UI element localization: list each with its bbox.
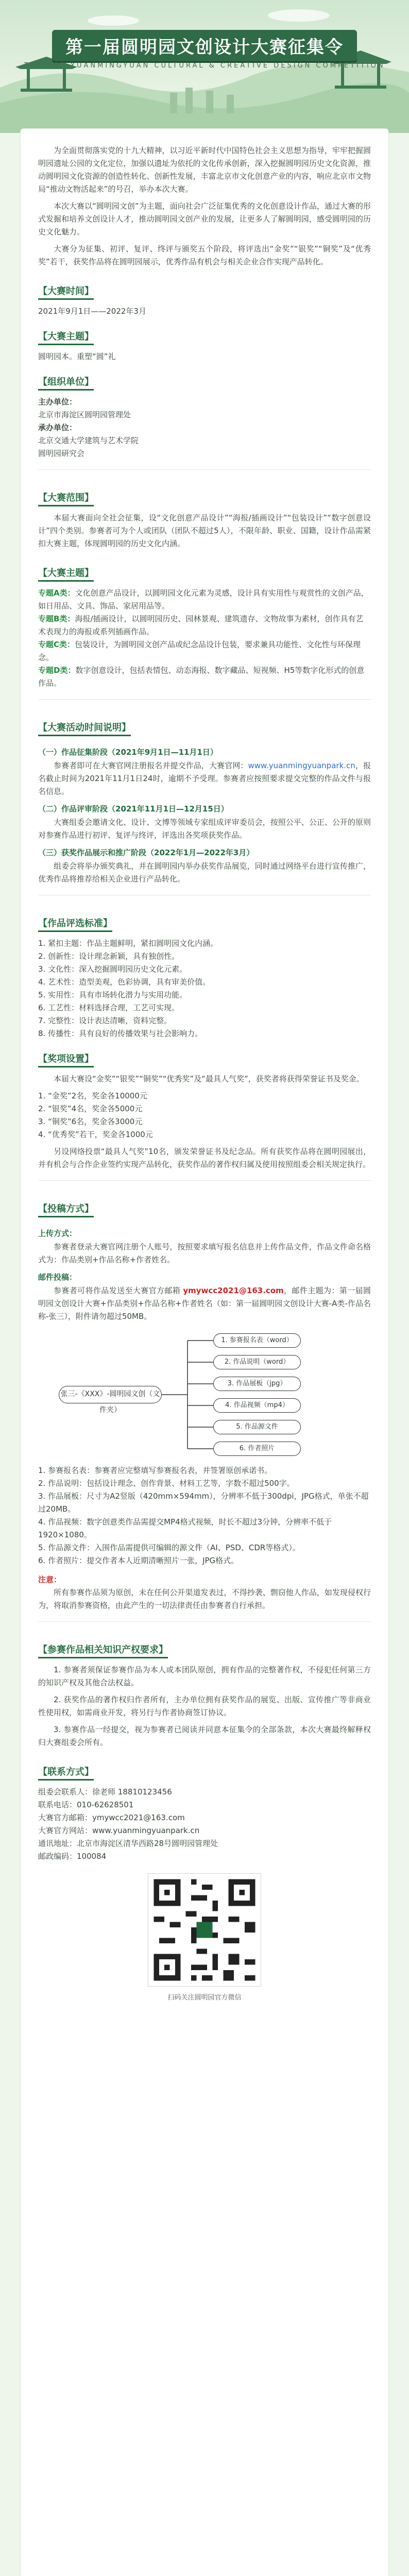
section-title-theme: 【大赛主题】 — [38, 329, 94, 345]
diagram-root-folder: 张三-《XXX》-圆明园文创（文件夹） — [59, 1386, 162, 1403]
submission-note: 2. 作品说明：包括设计理念、创作背景、材料工艺等，字数不超过500字。 — [38, 1479, 295, 1488]
divider — [38, 1621, 371, 1622]
ip-paragraph: 1. 参赛者须保证参赛作品为本人或本团队原创，拥有作品的完整著作权，不侵犯任何第三方的知识产权及其他合法权益。 — [38, 1665, 371, 1687]
ip-paragraph: 2. 获奖作品的著作权归作者所有，主办单位拥有获奖作品的展览、出版、宣传推广等非商业性使用权，如需商业开发，将另行与作者协商签订协议。 — [38, 1695, 371, 1717]
qr-caption: 扫码关注圆明园官方微信 — [167, 1994, 242, 2002]
category-item: 专题C类：包装设计，为圆明园文创产品或纪念品设计包装，要求兼具功能性、文化性与环保理念。 — [38, 640, 361, 662]
exec-org: 北京交通大学建筑与艺术学院 — [38, 436, 139, 445]
section-title-schedule: 【大赛活动时间说明】 — [38, 720, 131, 736]
stage-text: 大赛组委会邀请文化、设计、文博等领域专家组成评审委员会，按照公平、公正、公开的原则对参赛作品进行初评、复评与终评，评选出各奖项获奖作品。 — [38, 818, 371, 840]
exec-label: 承办单位： — [38, 423, 77, 432]
contact-line: 邮政编码：100084 — [38, 1852, 107, 1861]
stage-text: 组委会将举办颁奖典礼，并在圆明园内举办获奖作品展览，同时通过网络平台进行宣传推广，优秀作品将推荐给相关企业进行产品转化。 — [38, 861, 371, 884]
intro-paragraph: 为全面贯彻落实党的十九大精神，以习近平新时代中国特色社会主义思想为指导，牢牢把握圆明园遗址公园的文化定位，加强以遗址为依托的文化传承创新，深入挖掘圆明园历史文化资源，推动圆明园文化资源的创造性转化、创新性发展，丰富北京市文化创意产业的内容，响应北京市文物局“推动文物活起来”的号召，举办本次大赛。 — [38, 146, 371, 194]
stage-title: （一）作品征集阶段（2021年9月1日—11月1日） — [38, 748, 218, 757]
ip-paragraph: 3. 参赛作品一经提交，视为参赛者已阅读并同意本征集令的全部条款，本次大赛最终解释权归大赛组委会所有。 — [38, 1725, 371, 1747]
award-item: 3. “铜奖”6名，奖金各3000元 — [38, 1117, 143, 1126]
divider — [38, 699, 371, 700]
diagram-node: 2. 作品说明（word） — [213, 1355, 301, 1369]
official-email-link[interactable]: ymywcc2021@163.com — [183, 1286, 284, 1295]
criteria-item: 4. 艺术性：造型美观，色彩协调，具有审美价值。 — [38, 977, 211, 987]
section-title-scope: 【大赛范围】 — [38, 490, 94, 506]
award-item: 1. “金奖”2名，奖金各10000元 — [38, 1091, 147, 1100]
criteria-item: 3. 文化性：深入挖掘圆明园历史文化元素。 — [38, 964, 188, 974]
contact-line: 联系电话：010-62628501 — [38, 1800, 134, 1809]
competition-theme: 圆明园本。重塑“圆”礼 — [38, 352, 116, 361]
awards-intro: 本届大赛设“金奖”“银奖”“铜奖”“优秀奖”及“最具人气奖”，获奖者将获得荣誉证书及奖金。 — [54, 1074, 364, 1083]
email-text: 参赛者可将作品发送至大赛官方邮箱 ymywcc2021@163.com，邮件主题为：第一届圆明园文创设计大赛+作品类别+作品名称+作者姓名（如：第一届圆明园文创设计大赛-A类-作品名称-张三），附件请勿超过50MB。 — [38, 1286, 371, 1321]
page-subtitle: THE 1ST YUANMINGYUAN CULTURAL & CREATIVE DESIGN COMPETITION — [24, 62, 385, 70]
contact-line: 大赛官方网站：www.yuanmingyuanpark.cn — [38, 1826, 200, 1835]
section-title-submission: 【投稿方式】 — [38, 1201, 94, 1217]
criteria-item: 8. 传播性：具有良好的传播效果与社会影响力。 — [38, 1029, 203, 1038]
submission-note: 5. 作品源文件：入围作品需提供可编辑的源文件（AI、PSD、CDR等格式）。 — [38, 1543, 300, 1552]
award-item: 4. “优秀奖”若干，奖金各1000元 — [38, 1130, 153, 1139]
category-item: 专题B类：海报/插画设计，以圆明园历史、园林景观、建筑遗存、文物故事为素材，创作具有艺术表现力的海报或系列插画作品。 — [38, 614, 364, 636]
submission-note: 3. 作品展板：尺寸为A2竖版（420mm×594mm），分辨率不低于300dpi，JPG格式，单张不超过20MB。 — [38, 1492, 369, 1514]
attention-text: 所有参赛作品须为原创，未在任何公开渠道发表过，不得抄袭、剽窃他人作品，如发现侵权行为，将取消参赛资格，由此产生的一切法律责任由参赛者自行承担。 — [38, 1588, 371, 1610]
section-title-contact: 【联系方式】 — [38, 1765, 94, 1781]
awards-note: 另设网络投票“最具人气奖”10名，颁发荣誉证书及纪念品。所有获奖作品将在圆明园展出，并有机会与合作企业签约实现产品转化，获奖作品的著作权归属及使用按照组委会相关规定执行。 — [38, 1147, 371, 1169]
contact-line: 组委会联系人：徐老师 18810123456 — [38, 1787, 172, 1797]
online-label: 上传方式： — [38, 1229, 77, 1238]
section-title-categories: 【大赛主题】 — [38, 566, 94, 582]
contact-line: 通讯地址：北京市海淀区清华西路28号圆明园管理处 — [38, 1839, 218, 1848]
online-text: 参赛者登录大赛官网注册个人账号，按照要求填写报名信息并上传作品文件，作品文件命名格式为：作品类别+作品名称+作者姓名。 — [38, 1242, 371, 1264]
submission-note: 6. 作者照片：提交作者本人近期清晰照片一张，JPG格式。 — [38, 1556, 239, 1565]
host-org: 北京市海淀区圆明园管理处 — [38, 410, 131, 419]
intro-paragraph: 大赛分为征集、初评、复评、终评与颁奖五个阶段，将评选出“金奖”“银奖”“铜奖”及“优秀奖”若干，获奖作品将在圆明园展示，优秀作品有机会与相关企业合作实现产品转化。 — [38, 244, 371, 266]
competition-time: 2021年9月1日——2022年3月 — [38, 307, 146, 316]
host-label: 主办单位： — [38, 397, 77, 406]
official-website-link[interactable]: www.yuanmingyuanpark.cn — [248, 761, 355, 770]
criteria-item: 6. 工艺性：材料选择合理，工艺可实现。 — [38, 1003, 180, 1012]
submission-note: 4. 作品视频：数字创意类作品需提交MP4格式视频，时长不超过3分钟，分辨率不低于1920×1080。 — [38, 1517, 332, 1539]
contact-line: 大赛官方邮箱：ymywcc2021@163.com — [38, 1813, 185, 1822]
attention-label: 注意： — [38, 1575, 62, 1584]
award-item: 2. “银奖”4名，奖金各5000元 — [38, 1104, 143, 1113]
diagram-node: 5. 作品源文件 — [213, 1420, 301, 1434]
submission-note: 1. 参赛报名表：参赛者应完整填写参赛报名表，并签署原创承诺书。 — [38, 1466, 272, 1475]
diagram-node: 3. 作品展板（jpg） — [213, 1377, 301, 1391]
stage-title: （二）作品评审阶段（2021年11月1日—12月15日） — [38, 804, 229, 814]
divider — [38, 469, 371, 470]
section-title-org: 【组织单位】 — [38, 375, 94, 391]
criteria-item: 5. 实用性：具有市场转化潜力与实用功能。 — [38, 990, 188, 999]
qr-code-icon[interactable] — [148, 1873, 261, 1987]
content-card — [21, 129, 388, 2576]
category-item: 专题D类：数字创意设计，包括表情包、动态海报、数字藏品、短视频、H5等数字化形式的创意作品。 — [38, 666, 365, 688]
intro-paragraph: 本次大赛以“圆明园文创”为主题，面向社会广泛征集优秀的文化创意设计作品，通过大赛的形式发掘和培养文创设计人才，推动圆明园文创产业的发展，让更多人了解圆明园，感受圆明园的历史文化魅力。 — [38, 201, 371, 236]
category-item: 专题A类：文化创意产品设计，以圆明园文化元素为灵感，设计具有实用性与观赏性的文创产品，如日用品、文具、饰品、家居用品等。 — [38, 588, 369, 611]
header-banner — [0, 0, 409, 133]
diagram-node: 6. 作者照片 — [213, 1442, 301, 1456]
qr-block — [148, 1873, 261, 2002]
page-title: 第一届圆明园文创设计大赛征集令 — [0, 30, 409, 61]
stage-text: 参赛者即可在大赛官网注册报名并提交作品，大赛官网：www.yuanmingyuanpark.cn，报名截止时间为2021年11月1日24时，逾期不予受理。参赛者应按照要求提交完整的作品文件与报名信息。 — [38, 761, 371, 796]
file-structure-diagram — [38, 1330, 368, 1459]
stage-title: （三）获奖作品展示和推广阶段（2022年1月—2022年3月） — [38, 848, 254, 857]
section-title-criteria: 【作品评选标准】 — [38, 916, 112, 932]
section-title-awards: 【奖项设置】 — [38, 1052, 94, 1067]
submission-notes — [38, 1464, 371, 1567]
diagram-node: 1. 参赛报名表（word） — [213, 1333, 301, 1348]
divider — [38, 1180, 371, 1181]
criteria-item: 2. 创新性：设计理念新颖，具有独创性。 — [38, 952, 180, 961]
diagram-node: 4. 作品视频（mp4） — [213, 1398, 301, 1413]
criteria-item: 7. 完整性：设计表达清晰，资料完整。 — [38, 1016, 172, 1025]
awards-list — [38, 1090, 371, 1141]
section-title-ip: 【参赛作品相关知识产权要求】 — [38, 1642, 168, 1658]
exec-org: 圆明园研究会 — [38, 449, 85, 458]
section-title-time: 【大赛时间】 — [38, 284, 94, 300]
email-label: 邮件投稿： — [38, 1273, 77, 1282]
scope-text: 本届大赛面向全社会征集，设“文化创意产品设计”“海报/插画设计”“包装设计”“数字创意设计”四个类别。参赛者可为个人或团队（团队不超过5人），不限年龄、职业、国籍，设计作品需紧扣大赛主题，体现圆明园的历史文化内涵。 — [38, 513, 371, 548]
criteria-list — [38, 937, 371, 1040]
criteria-item: 1. 紧扣主题：作品主题鲜明，紧扣圆明园文化内涵。 — [38, 939, 218, 948]
